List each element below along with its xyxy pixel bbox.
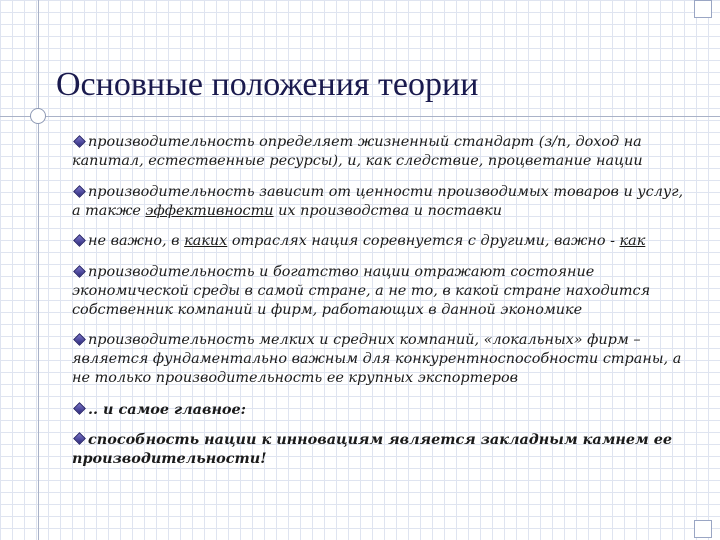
corner-square-bottom-right [694,520,712,538]
bullet-text: производительность мелких и средних компаний, «локальных» фирм – является фундаментально важным для конкурентноспособности страны, а не только производительность ее крупных экспортеров [72,332,682,386]
bullet-text: производительность определяет жизненный стандарт (з/п, доход на капитал, естественные ресурсы), и, как следствие, процветание нации [72,134,643,169]
diamond-bullet-icon [73,333,86,346]
diamond-bullet-icon [73,234,86,247]
bullet-text: способность нации к инновациям является закладным камнем ее производительности! [72,431,673,467]
title-rule-circle [30,108,46,124]
bullet-item [72,430,692,468]
diamond-bullet-icon [73,402,86,415]
bullet-text: отраслях нация соревнуется с другими, важно - [227,233,620,249]
corner-square-top-right [694,0,712,18]
diamond-bullet-icon [73,135,86,148]
title-horizontal-rule [0,116,720,117]
bullet-item [72,400,692,419]
bullet-item [72,263,692,320]
bullet-list [72,133,692,480]
slide-title: Основные положения теории [56,66,479,103]
bullet-text: .. и самое главное: [88,400,246,418]
bullet-item [72,133,692,171]
bullet-item [72,183,692,221]
diamond-bullet-icon [73,432,86,445]
bullet-text: их производства и поставки [273,202,503,219]
diamond-bullet-icon [73,185,86,198]
bullet-text: производительность и богатство нации отражают состояние экономической среды в самой стране, а не то, в какой стране находится собственник компаний и фирм, работающих в данной экономике [72,263,651,318]
title-vertical-rule [38,0,39,540]
bullet-text: производительность зависит от ценности производимых товаров и услуг, а также [72,183,684,219]
underlined-word: как [619,233,646,249]
underlined-word: каких [184,233,228,249]
underlined-word: эффективности [145,202,274,219]
bullet-item [72,232,692,251]
diamond-bullet-icon [73,265,86,278]
bullet-text: не важно, в [88,233,185,249]
bullet-item [72,331,692,388]
